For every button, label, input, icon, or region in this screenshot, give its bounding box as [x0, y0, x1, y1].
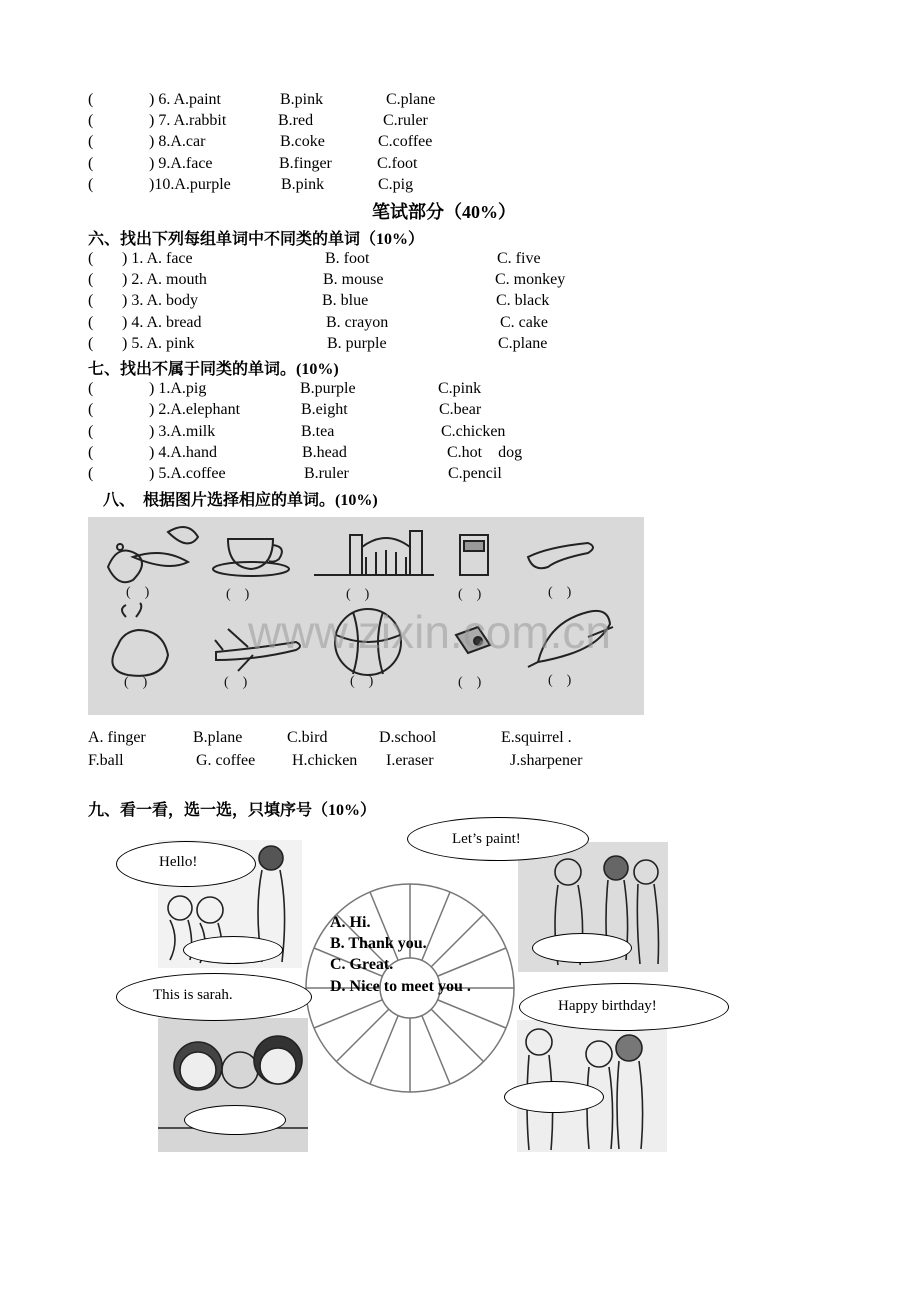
option-b: B.coke	[280, 133, 325, 150]
coffee-cup-picture	[213, 539, 289, 576]
option-D: D.school	[379, 729, 437, 746]
answer-blank[interactable]: ( )	[224, 675, 248, 690]
answer-bubble[interactable]	[504, 1081, 604, 1113]
bubble-text: This is sarah.	[153, 987, 233, 1003]
squirrel-picture	[108, 527, 198, 582]
answer-blank[interactable]: ( )	[124, 675, 148, 690]
speech-bubble	[116, 841, 256, 887]
written-section-title: 笔试部分（40%）	[372, 202, 516, 222]
option-a: ) 4. A. bread	[122, 314, 202, 331]
option-c: C.pencil	[448, 465, 502, 482]
answer-paren[interactable]: (	[88, 380, 94, 397]
option-b: B.ruler	[304, 465, 349, 482]
answer-paren[interactable]: (	[88, 314, 94, 331]
answer-bubble[interactable]	[183, 936, 283, 964]
option-b: B. purple	[327, 335, 387, 352]
answer-paren[interactable]: (	[88, 155, 94, 172]
finger-picture	[528, 543, 593, 568]
option-H: H.chicken	[292, 752, 358, 769]
option-a: )10.A.purple	[149, 176, 231, 193]
option-b: B.tea	[301, 423, 335, 440]
option-a: ) 2. A. mouth	[122, 271, 207, 288]
bubble-text: Let’s paint!	[452, 831, 521, 847]
option-c: C.pink	[438, 380, 482, 397]
answer-paren[interactable]: (	[88, 91, 94, 108]
answer-blank[interactable]: ( )	[346, 587, 370, 602]
answer-paren[interactable]: (	[88, 133, 94, 150]
option-b: B.eight	[301, 401, 348, 418]
answer-bubble[interactable]	[184, 1105, 286, 1135]
answer-paren[interactable]: (	[88, 423, 94, 440]
answer-paren[interactable]: (	[88, 250, 94, 267]
bubble-text: Hello!	[159, 854, 198, 870]
section9-title: 九、看一看，选一选，只填序号（10%）	[88, 802, 377, 819]
option-c: C.hot dog	[447, 444, 523, 461]
answer-blank[interactable]: ( )	[548, 673, 572, 688]
answer-bubble[interactable]	[532, 933, 632, 963]
option-b: B.pink	[280, 91, 324, 108]
option-c: C.plane	[386, 91, 436, 108]
answer-blank[interactable]: ( )	[548, 585, 572, 600]
school-picture	[314, 531, 434, 575]
option-c: C. cake	[500, 314, 548, 331]
reply-option-a: A. Hi.	[330, 914, 371, 931]
option-c: C. five	[497, 250, 541, 267]
option-c: C.plane	[498, 335, 548, 352]
section6-title: 六、找出下列每组单词中不同类的单词（10%）	[88, 231, 425, 248]
option-G: G. coffee	[196, 752, 256, 769]
picture-panel	[88, 517, 644, 715]
speech-bubble	[407, 817, 589, 861]
answer-paren[interactable]: (	[88, 444, 94, 461]
eraser-picture	[460, 535, 488, 575]
option-b: B.purple	[300, 380, 356, 397]
option-b: B.head	[302, 444, 347, 461]
option-c: C.foot	[377, 155, 418, 172]
option-c: C.bear	[439, 401, 482, 418]
option-a: ) 3. A. body	[122, 292, 198, 309]
option-b: B.pink	[281, 176, 325, 193]
option-c: C. monkey	[495, 271, 566, 288]
option-F: F.ball	[88, 752, 124, 769]
chicken-picture	[112, 603, 168, 676]
section8-title: 八、 根据图片选择相应的单词。(10%)	[103, 492, 378, 509]
bubble-text: Happy birthday!	[558, 998, 657, 1014]
answer-blank[interactable]: ( )	[458, 675, 482, 690]
option-B: B.plane	[193, 729, 243, 746]
option-b: B. blue	[322, 292, 369, 309]
option-a: ) 4.A.hand	[149, 444, 217, 461]
option-a: ) 3.A.milk	[149, 423, 216, 440]
answer-paren[interactable]: (	[88, 112, 94, 129]
option-A: A. finger	[88, 729, 146, 746]
section7-title: 七、找出不属于同类的单词。(10%)	[88, 361, 339, 378]
answer-blank[interactable]: ( )	[458, 587, 482, 602]
option-a: ) 7. A.rabbit	[149, 112, 227, 129]
option-a: ) 6. A.paint	[149, 91, 221, 108]
option-a: ) 1. A. face	[122, 250, 193, 267]
speech-bubble	[519, 983, 729, 1031]
option-c: C.pig	[378, 176, 414, 193]
option-I: I.eraser	[386, 752, 434, 769]
option-E: E.squirrel .	[501, 729, 572, 746]
speech-bubble	[116, 973, 312, 1021]
option-b: B.red	[278, 112, 314, 129]
option-a: ) 8.A.car	[149, 133, 206, 150]
option-a: ) 9.A.face	[149, 155, 213, 172]
answer-blank[interactable]: ( )	[226, 587, 250, 602]
option-a: ) 5.A.coffee	[149, 465, 226, 482]
answer-paren[interactable]: (	[88, 401, 94, 418]
answer-paren[interactable]: (	[88, 271, 94, 288]
answer-paren[interactable]: (	[88, 465, 94, 482]
answer-blank[interactable]: ( )	[126, 585, 150, 600]
reply-option-c: C. Great.	[330, 956, 394, 973]
option-a: ) 1.A.pig	[149, 380, 207, 397]
option-b: B. crayon	[326, 314, 389, 331]
answer-paren[interactable]: (	[88, 335, 94, 352]
option-C: C.bird	[287, 729, 328, 746]
answer-paren[interactable]: (	[88, 176, 94, 193]
option-J: J.sharpener	[510, 752, 583, 769]
option-b: B. foot	[325, 250, 370, 267]
reply-option-b: B. Thank you.	[330, 935, 427, 952]
option-c: C.ruler	[383, 112, 428, 129]
option-b: B. mouse	[323, 271, 384, 288]
answer-blank[interactable]: ( )	[350, 674, 374, 689]
option-a: ) 5. A. pink	[122, 335, 195, 352]
answer-paren[interactable]: (	[88, 292, 94, 309]
watermark: www.zixin.com.cn	[248, 606, 611, 658]
reply-option-d: D. Nice to meet you .	[330, 978, 471, 995]
option-c: C.coffee	[378, 133, 433, 150]
option-c: C.chicken	[441, 423, 506, 440]
option-c: C. black	[496, 292, 550, 309]
option-a: ) 2.A.elephant	[149, 401, 241, 418]
option-b: B.finger	[279, 155, 332, 172]
